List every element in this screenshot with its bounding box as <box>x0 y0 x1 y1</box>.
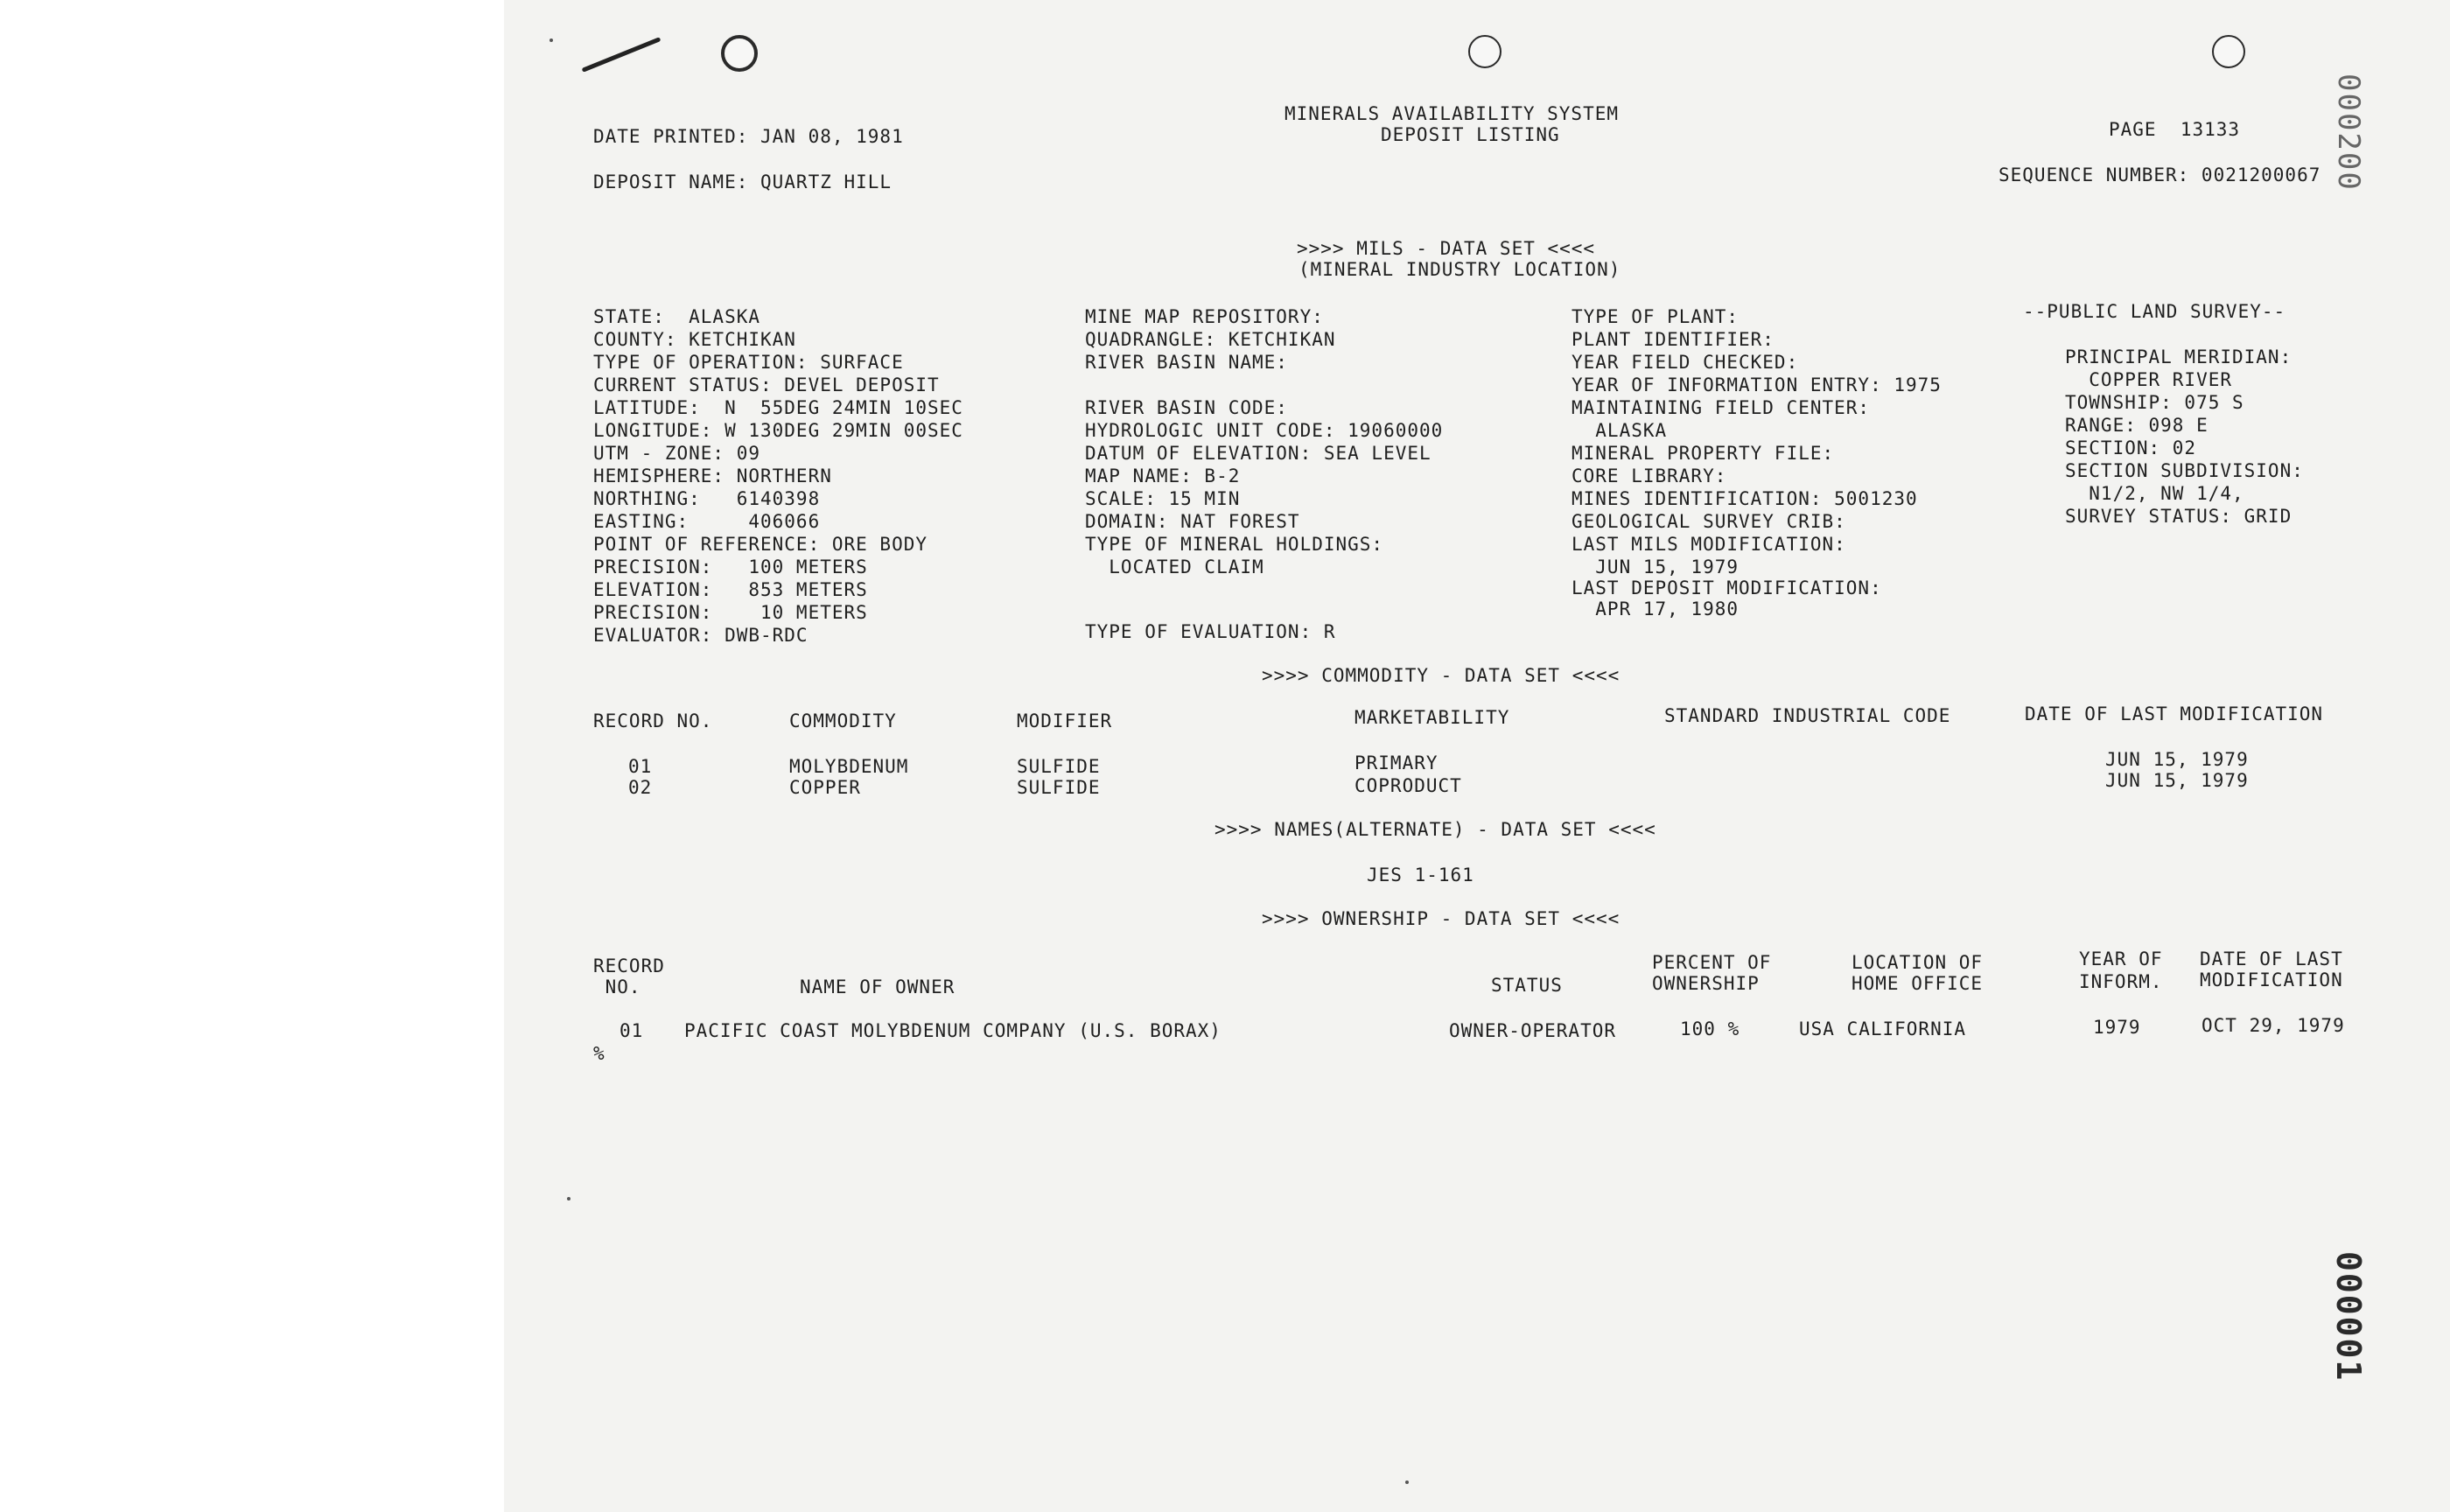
commodity-heading: >>>> COMMODITY - DATA SET <<<< <box>1262 665 1620 686</box>
column-header: OWNERSHIP <box>1652 973 1760 994</box>
margin-stamp-bottom: 000001 <box>2329 1251 2368 1382</box>
margin-stamp-top: 000200 <box>2331 74 2366 192</box>
names-heading: >>>> NAMES(ALTERNATE) - DATA SET <<<< <box>1214 819 1656 840</box>
cell-status: OWNER-OPERATOR <box>1449 1020 1617 1041</box>
column-header: RECORD <box>593 956 665 976</box>
field-line: DATUM OF ELEVATION: SEA LEVEL <box>1085 443 1432 464</box>
field-line: PLANT IDENTIFIER: <box>1572 329 1774 350</box>
field-line: JUN 15, 1979 <box>1572 556 1740 578</box>
field-line: YEAR FIELD CHECKED: <box>1572 352 1799 373</box>
cell-commodity: COPPER <box>789 777 861 798</box>
field-line: RANGE: 098 E <box>2065 415 2208 436</box>
date-printed: DATE PRINTED: JAN 08, 1981 <box>593 126 904 147</box>
field-line: APR 17, 1980 <box>1572 598 1740 620</box>
listing-title: DEPOSIT LISTING <box>1381 124 1560 145</box>
field-line: TYPE OF PLANT: <box>1572 306 1740 327</box>
column-header: YEAR OF <box>2079 948 2163 970</box>
field-line: LOCATED CLAIM <box>1085 556 1264 578</box>
survey-heading: --PUBLIC LAND SURVEY-- <box>2023 301 2286 322</box>
field-line: YEAR OF INFORMATION ENTRY: 1975 <box>1572 374 1942 396</box>
mils-heading: >>>> MILS - DATA SET <<<< <box>1297 238 1596 259</box>
field-line: LAST DEPOSIT MODIFICATION: <box>1572 578 1882 598</box>
cell-commodity: MOLYBDENUM <box>789 756 909 777</box>
field-line: UTM - ZONE: 09 <box>593 443 761 464</box>
column-header: LOCATION OF <box>1852 952 1984 973</box>
sequence-number: SEQUENCE NUMBER: 0021200067 <box>1998 164 2321 186</box>
column-header: COMMODITY <box>789 710 897 732</box>
field-line: PRECISION: 100 METERS <box>593 556 868 578</box>
field-line: SECTION SUBDIVISION: <box>2065 460 2304 481</box>
field-line: COUNTY: KETCHIKAN <box>593 329 796 350</box>
field-line: MAINTAINING FIELD CENTER: <box>1572 397 1871 418</box>
punch-hole-left <box>721 35 758 72</box>
cell-modifier: SULFIDE <box>1017 777 1101 798</box>
cell-marketability: PRIMARY <box>1354 752 1438 774</box>
field-line: TYPE OF MINERAL HOLDINGS: <box>1085 534 1384 555</box>
field-line: N1/2, NW 1/4, <box>2065 483 2244 504</box>
speck <box>550 38 553 42</box>
system-title: MINERALS AVAILABILITY SYSTEM <box>1284 103 1620 124</box>
field-line: NORTHING: 6140398 <box>593 488 821 509</box>
cell-modifier: SULFIDE <box>1017 756 1101 777</box>
end-mark: % <box>593 1043 606 1064</box>
field-line: MINERAL PROPERTY FILE: <box>1572 443 1835 464</box>
field-line: PRINCIPAL MERIDIAN: <box>2065 346 2292 368</box>
field-line: QUADRANGLE: KETCHIKAN <box>1085 329 1336 350</box>
field-line: GEOLOGICAL SURVEY CRIB: <box>1572 511 1846 532</box>
column-header: PERCENT OF <box>1652 952 1772 973</box>
column-header: NO. <box>593 976 641 998</box>
cell-date: JUN 15, 1979 <box>2105 749 2249 770</box>
field-line: SCALE: 15 MIN <box>1085 488 1241 509</box>
column-header: NAME OF OWNER <box>800 976 956 998</box>
alternate-name: JES 1-161 <box>1367 864 1474 886</box>
field-line: MINE MAP REPOSITORY: <box>1085 306 1324 327</box>
column-header: DATE OF LAST MODIFICATION <box>2025 704 2324 724</box>
field-line: EASTING: 406066 <box>593 511 821 532</box>
field-line: LONGITUDE: W 130DEG 29MIN 00SEC <box>593 420 963 441</box>
column-header: MARKETABILITY <box>1354 707 1510 728</box>
speck <box>1405 1480 1409 1484</box>
field-line: RIVER BASIN CODE: <box>1085 397 1288 418</box>
speck <box>567 1197 570 1200</box>
field-line: LAST MILS MODIFICATION: <box>1572 534 1846 555</box>
field-line: LATITUDE: N 55DEG 24MIN 10SEC <box>593 397 963 418</box>
field-line: PRECISION: 10 METERS <box>593 602 868 623</box>
column-header: STATUS <box>1491 975 1563 996</box>
field-line: MINES IDENTIFICATION: 5001230 <box>1572 488 1918 509</box>
cell-date: JUN 15, 1979 <box>2105 770 2249 791</box>
cell-record: 02 <box>628 777 653 798</box>
field-line: CORE LIBRARY: <box>1572 466 1727 486</box>
field-line: SURVEY STATUS: GRID <box>2065 506 2292 527</box>
field-line: TYPE OF OPERATION: SURFACE <box>593 352 904 373</box>
column-header: DATE OF LAST <box>2200 948 2343 970</box>
punch-hole-center <box>1468 35 1502 68</box>
column-header: INFORM. <box>2079 971 2163 992</box>
field-line: TOWNSHIP: 075 S <box>2065 392 2244 413</box>
field-line: ALASKA <box>1572 420 1668 441</box>
field-line: RIVER BASIN NAME: <box>1085 352 1288 373</box>
column-header: HOME OFFICE <box>1852 973 1984 994</box>
field-line: POINT OF REFERENCE: ORE BODY <box>593 534 928 555</box>
deposit-name: DEPOSIT NAME: QUARTZ HILL <box>593 172 892 192</box>
column-header: STANDARD INDUSTRIAL CODE <box>1664 705 1951 726</box>
cell-location: USA CALIFORNIA <box>1799 1018 1967 1040</box>
evaluation-type: TYPE OF EVALUATION: R <box>1085 621 1336 642</box>
mils-subheading: (MINERAL INDUSTRY LOCATION) <box>1298 259 1621 280</box>
cell-marketability: COPRODUCT <box>1354 775 1462 796</box>
field-line: STATE: ALASKA <box>593 306 761 327</box>
cell-record: 01 <box>620 1020 644 1041</box>
field-line: HYDROLOGIC UNIT CODE: 19060000 <box>1085 420 1444 441</box>
field-line: SECTION: 02 <box>2065 438 2197 458</box>
cell-owner: PACIFIC COAST MOLYBDENUM COMPANY (U.S. BORAX) <box>684 1020 1222 1041</box>
ownership-heading: >>>> OWNERSHIP - DATA SET <<<< <box>1262 908 1620 929</box>
field-line: HEMISPHERE: NORTHERN <box>593 466 832 486</box>
field-line: CURRENT STATUS: DEVEL DEPOSIT <box>593 374 940 396</box>
column-header: RECORD NO. <box>593 710 713 732</box>
column-header: MODIFIER <box>1017 710 1113 732</box>
cell-percent: 100 % <box>1680 1018 1740 1040</box>
field-line: EVALUATOR: DWB-RDC <box>593 625 808 646</box>
punch-hole-right <box>2212 35 2245 68</box>
field-line: ELEVATION: 853 METERS <box>593 579 868 600</box>
cell-date: OCT 29, 1979 <box>2202 1015 2345 1036</box>
column-header: MODIFICATION <box>2200 970 2343 990</box>
page-number: PAGE 13133 <box>2109 119 2241 140</box>
field-line: DOMAIN: NAT FOREST <box>1085 511 1300 532</box>
field-line: MAP NAME: B-2 <box>1085 466 1241 486</box>
field-line: COPPER RIVER <box>2065 369 2233 390</box>
cell-year: 1979 <box>2093 1017 2141 1038</box>
cell-record: 01 <box>628 756 653 777</box>
